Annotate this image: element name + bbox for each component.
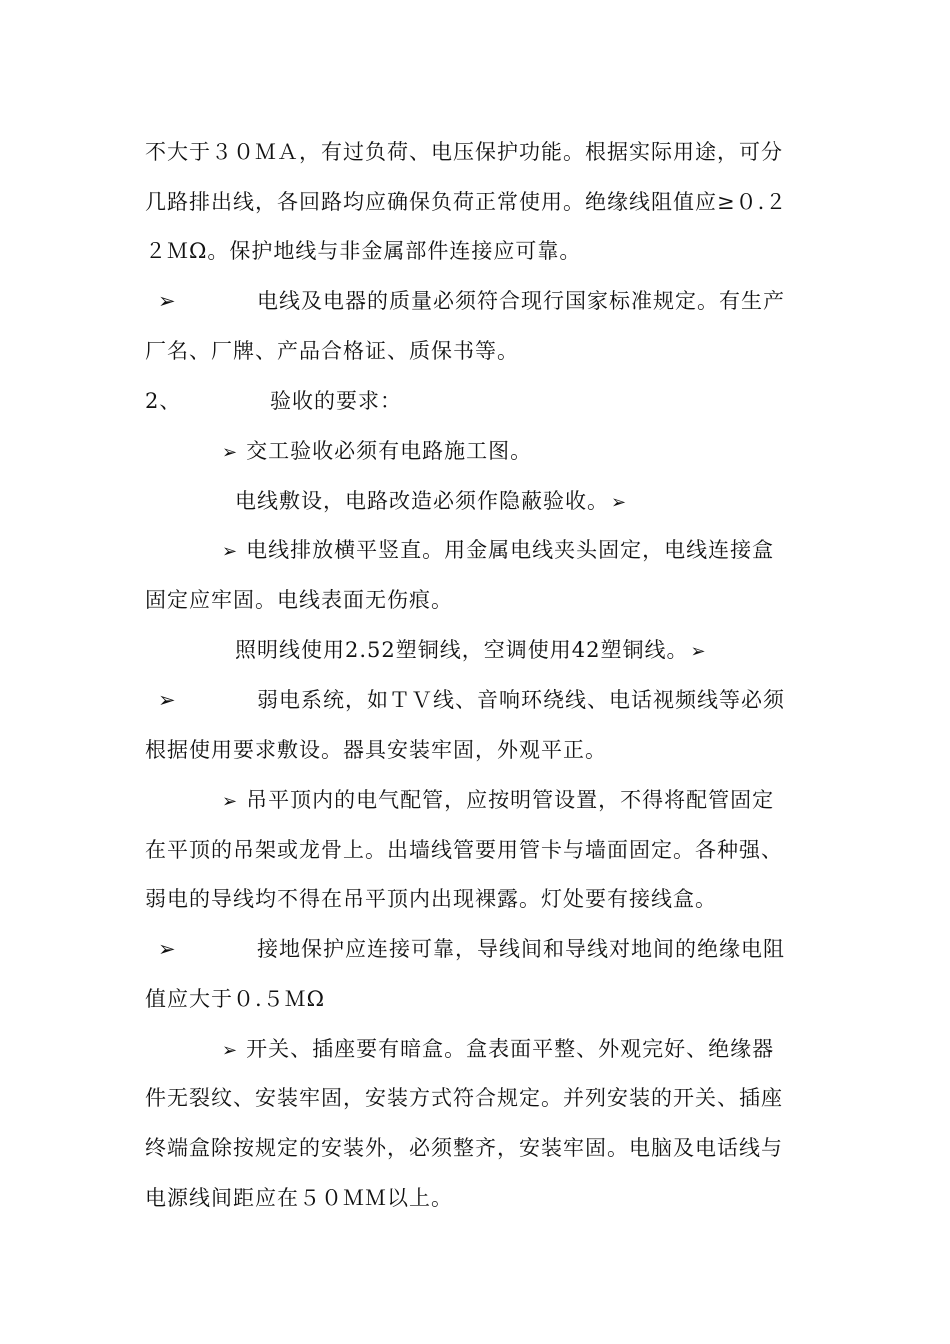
bullet-icon: ➢	[611, 492, 628, 513]
paragraph-line: 弱电的导线均不得在吊平顶内出现裸露。灯处要有接线盒。	[145, 887, 717, 911]
paragraph-line: 根据使用要求敷设。器具安装牢固，外观平正。	[145, 738, 607, 762]
bullet-icon: ➢	[222, 1040, 239, 1061]
bullet-item	[222, 1034, 774, 1066]
paragraph-line: 电线排放横平竖直。用金属电线夹头固定，电线连接盒	[246, 538, 775, 562]
paragraph-line: 电线敷设，电路改造必须作隐蔽验收。	[235, 489, 609, 513]
bullet-item	[235, 486, 627, 518]
paragraph-line: 厂名、厂牌、产品合格证、质保书等。	[145, 339, 519, 363]
paragraph-line: ２ＭΩ。保护地线与非金属部件连接应可靠。	[145, 239, 582, 263]
bullet-icon: ➢	[222, 791, 239, 812]
paragraph-line: 电线及电器的质量必须符合现行国家标准规定。有生产	[257, 289, 785, 313]
bullet-icon: ➢	[690, 641, 707, 662]
bullet-icon: ➢	[158, 937, 177, 961]
bullet-icon: ➢	[222, 541, 239, 562]
paragraph-line: 固定应牢固。电线表面无伤痕。	[145, 588, 453, 612]
paragraph-line: 终端盒除按规定的安装外，必须整齐，安装牢固。电脑及电话线与	[145, 1136, 783, 1160]
paragraph-line: 交工验收必须有电路施工图。	[246, 439, 533, 463]
bullet-item	[222, 436, 532, 468]
paragraph-line: 几路排出线，各回路均应确保负荷正常使用。绝缘线阻值应≥０.２	[145, 190, 788, 214]
paragraph-line: 弱电系统，如ＴＶ线、音响环绕线、电话视频线等必须	[257, 688, 785, 712]
bullet-item	[222, 535, 774, 567]
section-number: 2、	[145, 389, 182, 413]
paragraph-line: 接地保护应连接可靠，导线间和导线对地间的绝缘电阻	[257, 937, 785, 961]
bullet-icon: ➢	[222, 442, 239, 463]
paragraph-line: 开关、插座要有暗盒。盒表面平整、外观完好、绝缘器	[246, 1037, 775, 1061]
section-heading: 验收的要求：	[270, 389, 402, 413]
paragraph-line: 值应大于０.５ＭΩ	[145, 987, 326, 1011]
bullet-icon: ➢	[158, 289, 177, 313]
paragraph-line: 不大于３０ＭＡ，有过负荷、电压保护功能。根据实际用途，可分	[145, 140, 783, 164]
paragraph-line: 电源线间距应在５０ＭＭ以上。	[145, 1186, 453, 1210]
paragraph-line: 照明线使用2.52塑铜线，空调使用42塑铜线。	[235, 638, 689, 662]
paragraph-line: 件无裂纹、安装牢固，安装方式符合规定。并列安装的开关、插座	[145, 1086, 783, 1110]
bullet-item	[235, 635, 707, 667]
bullet-icon: ➢	[158, 688, 177, 712]
bullet-item	[222, 785, 774, 817]
paragraph-line: 吊平顶内的电气配管，应按明管设置，不得将配管固定	[246, 788, 775, 812]
paragraph-line: 在平顶的吊架或龙骨上。出墙线管要用管卡与墙面固定。各种强、	[145, 838, 783, 862]
